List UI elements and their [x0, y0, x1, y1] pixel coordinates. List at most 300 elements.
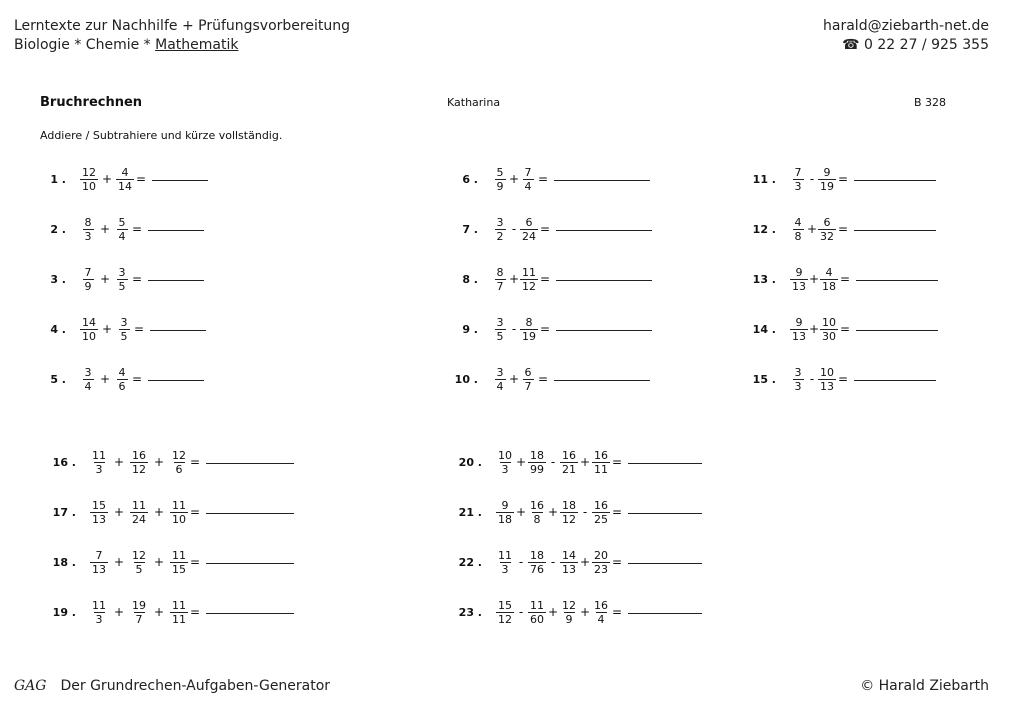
- denominator: 30: [822, 329, 836, 343]
- task-number: 8 .: [462, 272, 478, 286]
- plus-operator: +: [101, 172, 113, 186]
- answer-line[interactable]: [854, 229, 936, 231]
- numerator: 12: [82, 165, 96, 179]
- fraction: [520, 166, 536, 193]
- fraction: [130, 599, 148, 626]
- plus-operator: +: [99, 272, 111, 286]
- plus-operator: +: [113, 555, 125, 569]
- denominator: 7: [496, 279, 504, 293]
- numerator: 3: [794, 365, 802, 379]
- numerator: 16: [594, 598, 608, 612]
- equals-sign: =: [539, 272, 551, 286]
- plus-operator: +: [508, 372, 520, 386]
- numerator: 19: [132, 598, 146, 612]
- answer-line[interactable]: [206, 512, 294, 514]
- plus-operator: +: [153, 605, 165, 619]
- fraction: [116, 316, 132, 343]
- numerator: 7: [95, 548, 103, 562]
- numerator: 11: [172, 548, 186, 562]
- denominator: 10: [172, 512, 186, 526]
- numerator: 11: [172, 498, 186, 512]
- fraction: [790, 266, 808, 293]
- equals-sign: =: [189, 455, 201, 469]
- answer-line[interactable]: [856, 279, 938, 281]
- answer-line[interactable]: [628, 562, 702, 564]
- denominator: 25: [594, 512, 608, 526]
- fraction: [592, 599, 610, 626]
- denominator: 18: [822, 279, 836, 293]
- fraction: [90, 499, 108, 526]
- plus-operator: +: [579, 455, 591, 469]
- equals-sign: =: [189, 605, 201, 619]
- plus-operator: +: [515, 455, 527, 469]
- task-row: [40, 312, 206, 346]
- fraction: [592, 549, 610, 576]
- numerator: 11: [92, 598, 106, 612]
- task-number: 23 .: [458, 605, 482, 619]
- subject-link-mathematik[interactable]: Mathematik: [155, 37, 239, 53]
- task-row: [40, 545, 294, 579]
- numerator: 5: [496, 165, 504, 179]
- denominator: 3: [95, 462, 103, 476]
- equals-sign: =: [839, 272, 851, 286]
- fraction: [114, 216, 130, 243]
- fraction: [528, 449, 546, 476]
- numerator: 16: [594, 498, 608, 512]
- task-number: 12 .: [752, 222, 776, 236]
- equals-sign: =: [837, 372, 849, 386]
- denominator: 6: [118, 379, 126, 393]
- task-row: [736, 362, 936, 396]
- answer-line[interactable]: [554, 379, 650, 381]
- denominator: 23: [594, 562, 608, 576]
- header-right: [823, 17, 989, 55]
- answer-line[interactable]: [206, 462, 294, 464]
- minus-operator: -: [518, 555, 524, 569]
- denominator: 13: [820, 379, 834, 393]
- fraction: [80, 166, 98, 193]
- numerator: 11: [172, 598, 186, 612]
- denominator: 4: [496, 379, 504, 393]
- denominator: 3: [794, 379, 802, 393]
- denominator: 12: [522, 279, 536, 293]
- fraction: [560, 549, 578, 576]
- plus-operator: +: [153, 555, 165, 569]
- fraction: [528, 599, 546, 626]
- denominator: 13: [92, 562, 106, 576]
- denominator: 5: [496, 329, 504, 343]
- denominator: 24: [522, 229, 536, 243]
- denominator: 5: [135, 562, 143, 576]
- fraction: [592, 499, 610, 526]
- equals-sign: =: [839, 322, 851, 336]
- denominator: 4: [84, 379, 92, 393]
- task-row: [40, 445, 294, 479]
- fraction: [170, 599, 188, 626]
- header-subjects: [14, 36, 350, 55]
- numerator: 10: [820, 365, 834, 379]
- fraction: [818, 166, 836, 193]
- plus-operator: +: [579, 605, 591, 619]
- fraction: [560, 499, 578, 526]
- header-line1: Lerntexte zur Nachhilfe + Prüfungsvorbereitung: [14, 18, 350, 34]
- task-number: 14 .: [752, 322, 776, 336]
- answer-line[interactable]: [628, 462, 702, 464]
- numerator: 11: [522, 265, 536, 279]
- header-left: [14, 17, 350, 55]
- plus-operator: +: [808, 272, 820, 286]
- numerator: 8: [525, 315, 533, 329]
- plus-operator: +: [515, 505, 527, 519]
- numerator: 8: [84, 215, 92, 229]
- task-row: [442, 212, 652, 246]
- plus-operator: +: [808, 322, 820, 336]
- fraction: [492, 216, 508, 243]
- numerator: 18: [562, 498, 576, 512]
- fraction: [492, 166, 508, 193]
- fraction: [520, 216, 538, 243]
- gag-logo: GAG: [14, 678, 47, 694]
- fraction: [170, 449, 188, 476]
- numerator: 16: [562, 448, 576, 462]
- denominator: 7: [524, 379, 532, 393]
- denominator: 24: [132, 512, 146, 526]
- numerator: 12: [562, 598, 576, 612]
- task-row: [736, 162, 936, 196]
- equals-sign: =: [537, 172, 549, 186]
- denominator: 9: [84, 279, 92, 293]
- task-number: 4 .: [50, 322, 66, 336]
- equals-sign: =: [189, 555, 201, 569]
- task-number: 13 .: [752, 272, 776, 286]
- answer-line[interactable]: [148, 229, 204, 231]
- task-number: 5 .: [50, 372, 66, 386]
- denominator: 3: [794, 179, 802, 193]
- fraction: [520, 366, 536, 393]
- numerator: 4: [825, 265, 833, 279]
- denominator: 32: [820, 229, 834, 243]
- task-number: 20 .: [458, 455, 482, 469]
- numerator: 16: [530, 498, 544, 512]
- equals-sign: =: [133, 322, 145, 336]
- equals-sign: =: [837, 172, 849, 186]
- numerator: 9: [823, 165, 831, 179]
- answer-line[interactable]: [556, 229, 652, 231]
- fraction: [80, 366, 96, 393]
- numerator: 3: [84, 365, 92, 379]
- plus-operator: +: [101, 322, 113, 336]
- fraction: [790, 366, 806, 393]
- fraction: [114, 366, 130, 393]
- denominator: 14: [118, 179, 132, 193]
- denominator: 2: [496, 229, 504, 243]
- task-row: [736, 312, 938, 346]
- fraction: [790, 166, 806, 193]
- answer-line[interactable]: [148, 379, 204, 381]
- fraction: [170, 499, 188, 526]
- task-number: 19 .: [52, 605, 76, 619]
- equals-sign: =: [539, 322, 551, 336]
- numerator: 4: [121, 165, 129, 179]
- task-row: [736, 212, 936, 246]
- numerator: 11: [92, 448, 106, 462]
- numerator: 15: [498, 598, 512, 612]
- fraction: [528, 549, 546, 576]
- numerator: 11: [132, 498, 146, 512]
- plus-operator: +: [113, 505, 125, 519]
- answer-line[interactable]: [556, 279, 652, 281]
- fraction: [492, 266, 508, 293]
- denominator: 13: [792, 279, 806, 293]
- denominator: 3: [501, 462, 509, 476]
- equals-sign: =: [837, 222, 849, 236]
- numerator: 3: [118, 265, 126, 279]
- instruction: Addiere / Subtrahiere und kürze vollständig.: [40, 129, 283, 142]
- fraction: [592, 449, 610, 476]
- numerator: 11: [530, 598, 544, 612]
- answer-line[interactable]: [206, 562, 294, 564]
- numerator: 6: [524, 365, 532, 379]
- numerator: 15: [92, 498, 106, 512]
- task-row: [40, 595, 294, 629]
- minus-operator: -: [511, 322, 517, 336]
- numerator: 10: [498, 448, 512, 462]
- fraction: [130, 449, 148, 476]
- task-number: 16 .: [52, 455, 76, 469]
- task-number: 3 .: [50, 272, 66, 286]
- task-number: 11 .: [752, 172, 776, 186]
- fraction: [496, 449, 514, 476]
- answer-line[interactable]: [628, 612, 702, 614]
- numerator: 7: [84, 265, 92, 279]
- minus-operator: -: [809, 372, 815, 386]
- denominator: 11: [172, 612, 186, 626]
- fraction: [492, 316, 508, 343]
- sheet-title: Bruchrechnen: [40, 95, 143, 110]
- fraction: [818, 366, 836, 393]
- numerator: 18: [530, 548, 544, 562]
- denominator: 5: [118, 279, 126, 293]
- plus-operator: +: [806, 222, 818, 236]
- task-row: [442, 362, 650, 396]
- equals-sign: =: [539, 222, 551, 236]
- denominator: 10: [82, 179, 96, 193]
- answer-line[interactable]: [856, 329, 938, 331]
- answer-line[interactable]: [554, 179, 650, 181]
- numerator: 3: [496, 215, 504, 229]
- task-row: [442, 312, 652, 346]
- task-number: 17 .: [52, 505, 76, 519]
- denominator: 6: [175, 462, 183, 476]
- equals-sign: =: [537, 372, 549, 386]
- numerator: 4: [118, 365, 126, 379]
- denominator: 12: [562, 512, 576, 526]
- numerator: 3: [120, 315, 128, 329]
- task-number: 10 .: [454, 372, 478, 386]
- plus-operator: +: [579, 555, 591, 569]
- denominator: 76: [530, 562, 544, 576]
- task-row: [442, 495, 702, 529]
- task-row: [40, 212, 204, 246]
- answer-line[interactable]: [152, 179, 208, 181]
- sheet-code: B 328: [914, 96, 947, 109]
- fraction: [820, 266, 838, 293]
- numerator: 8: [496, 265, 504, 279]
- task-row: [40, 362, 204, 396]
- fraction: [496, 599, 514, 626]
- denominator: 9: [496, 179, 504, 193]
- numerator: 12: [132, 548, 146, 562]
- equals-sign: =: [131, 222, 143, 236]
- task-number: 22 .: [458, 555, 482, 569]
- task-row: [442, 162, 650, 196]
- denominator: 10: [82, 329, 96, 343]
- denominator: 4: [118, 229, 126, 243]
- denominator: 13: [792, 329, 806, 343]
- fraction: [170, 549, 188, 576]
- equals-sign: =: [135, 172, 147, 186]
- equals-sign: =: [611, 505, 623, 519]
- student-name: Katharina: [447, 96, 501, 109]
- fraction: [496, 499, 514, 526]
- minus-operator: -: [550, 455, 556, 469]
- fraction: [90, 449, 108, 476]
- answer-line[interactable]: [556, 329, 652, 331]
- denominator: 12: [498, 612, 512, 626]
- denominator: 13: [562, 562, 576, 576]
- answer-line[interactable]: [628, 512, 702, 514]
- equals-sign: =: [131, 372, 143, 386]
- task-row: [442, 595, 702, 629]
- equals-sign: =: [189, 505, 201, 519]
- minus-operator: -: [518, 605, 524, 619]
- answer-line[interactable]: [206, 612, 294, 614]
- numerator: 7: [794, 165, 802, 179]
- task-row: [40, 162, 208, 196]
- task-number: 6 .: [462, 172, 478, 186]
- task-row: [736, 262, 938, 296]
- task-number: 1 .: [50, 172, 66, 186]
- denominator: 13: [92, 512, 106, 526]
- numerator: 11: [498, 548, 512, 562]
- fraction: [130, 549, 148, 576]
- minus-operator: -: [582, 505, 588, 519]
- answer-line[interactable]: [854, 379, 936, 381]
- minus-operator: -: [550, 555, 556, 569]
- denominator: 11: [594, 462, 608, 476]
- task-number: 9 .: [462, 322, 478, 336]
- task-row: [442, 262, 652, 296]
- numerator: 9: [501, 498, 509, 512]
- fraction: [560, 449, 578, 476]
- numerator: 14: [82, 315, 96, 329]
- denominator: 8: [533, 512, 541, 526]
- answer-line[interactable]: [854, 179, 936, 181]
- numerator: 3: [496, 365, 504, 379]
- numerator: 3: [496, 315, 504, 329]
- denominator: 19: [820, 179, 834, 193]
- denominator: 18: [498, 512, 512, 526]
- plus-operator: +: [153, 455, 165, 469]
- answer-line[interactable]: [148, 279, 204, 281]
- header-email[interactable]: harald@ziebarth-net.de: [823, 18, 989, 34]
- fraction: [528, 499, 546, 526]
- task-number: 15 .: [752, 372, 776, 386]
- fraction: [520, 316, 538, 343]
- numerator: 6: [525, 215, 533, 229]
- task-row: [442, 545, 702, 579]
- equals-sign: =: [611, 455, 623, 469]
- equals-sign: =: [131, 272, 143, 286]
- denominator: 3: [95, 612, 103, 626]
- numerator: 4: [794, 215, 802, 229]
- answer-line[interactable]: [150, 329, 206, 331]
- denominator: 5: [120, 329, 128, 343]
- numerator: 20: [594, 548, 608, 562]
- denominator: 21: [562, 462, 576, 476]
- denominator: 7: [135, 612, 143, 626]
- denominator: 3: [501, 562, 509, 576]
- plus-operator: +: [547, 605, 559, 619]
- plus-operator: +: [113, 455, 125, 469]
- numerator: 6: [823, 215, 831, 229]
- numerator: 7: [524, 165, 532, 179]
- fraction: [130, 499, 148, 526]
- minus-operator: -: [809, 172, 815, 186]
- denominator: 15: [172, 562, 186, 576]
- equals-sign: =: [611, 555, 623, 569]
- numerator: 9: [795, 265, 803, 279]
- plus-operator: +: [508, 272, 520, 286]
- denominator: 3: [84, 229, 92, 243]
- fraction: [818, 216, 836, 243]
- task-row: [442, 445, 702, 479]
- denominator: 8: [794, 229, 802, 243]
- header-phone: ☎ 0 22 27 / 925 355: [842, 37, 989, 53]
- task-number: 7 .: [462, 222, 478, 236]
- task-number: 21 .: [458, 505, 482, 519]
- denominator: 4: [597, 612, 605, 626]
- numerator: 16: [132, 448, 146, 462]
- plus-operator: +: [547, 505, 559, 519]
- numerator: 9: [795, 315, 803, 329]
- fraction: [790, 316, 808, 343]
- numerator: 5: [118, 215, 126, 229]
- numerator: 16: [594, 448, 608, 462]
- task-row: [40, 495, 294, 529]
- fraction: [80, 216, 96, 243]
- fraction: [114, 266, 130, 293]
- numerator: 18: [530, 448, 544, 462]
- fraction: [520, 266, 538, 293]
- denominator: 19: [522, 329, 536, 343]
- fraction: [116, 166, 134, 193]
- minus-operator: -: [511, 222, 517, 236]
- numerator: 14: [562, 548, 576, 562]
- numerator: 12: [172, 448, 186, 462]
- denominator: 9: [565, 612, 573, 626]
- subjects-prefix: Biologie * Chemie *: [14, 37, 156, 53]
- task-number: 2 .: [50, 222, 66, 236]
- denominator: 4: [524, 179, 532, 193]
- equals-sign: =: [611, 605, 623, 619]
- plus-operator: +: [153, 505, 165, 519]
- plus-operator: +: [113, 605, 125, 619]
- plus-operator: +: [99, 372, 111, 386]
- fraction: [90, 549, 108, 576]
- footer-left: [14, 678, 330, 694]
- denominator: 60: [530, 612, 544, 626]
